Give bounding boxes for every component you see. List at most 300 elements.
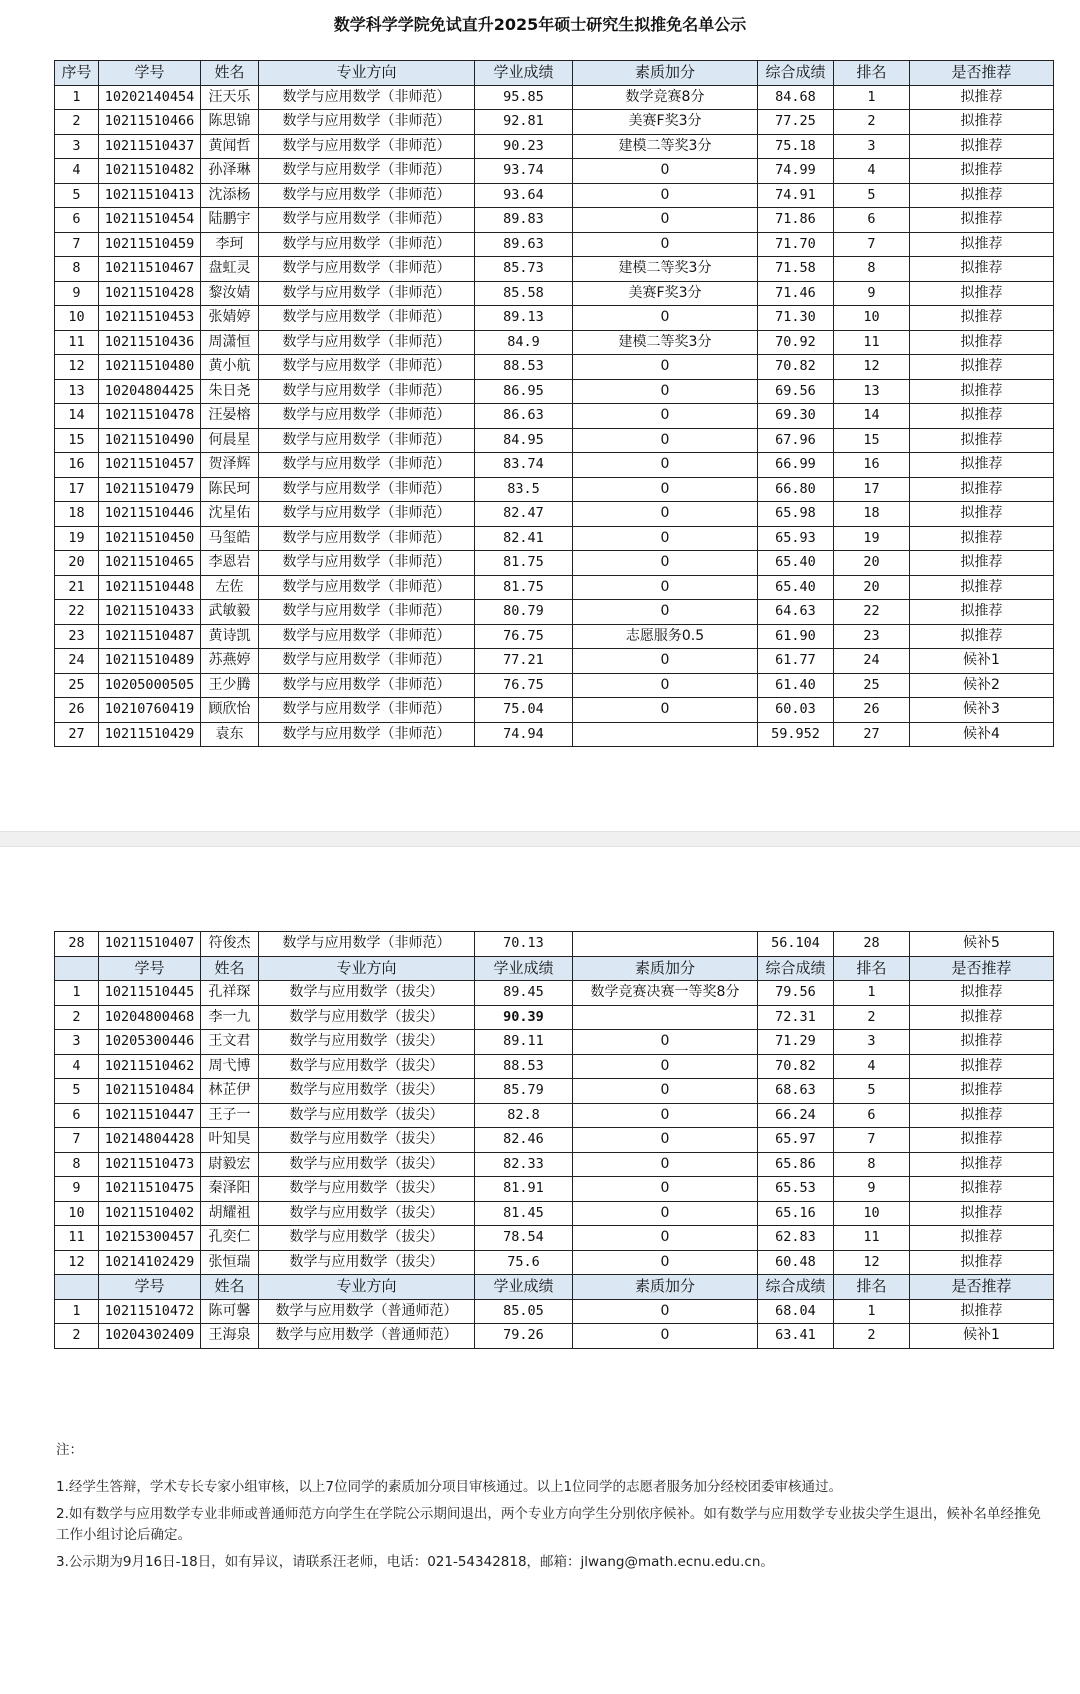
cell-academic-score: 83.74 [475,453,573,478]
cell-major: 数学与应用数学（非师范） [259,673,475,698]
cell-student-id: 10211510473 [99,1152,201,1177]
table-row [55,355,1054,380]
cell-academic-score: 81.91 [475,1177,573,1202]
cell-bonus: 0 [573,477,758,502]
cell-bonus: 0 [573,208,758,233]
cell-recommend: 拟推荐 [910,1152,1054,1177]
cell-seq: 22 [55,600,99,625]
cell-recommend: 拟推荐 [910,1079,1054,1104]
cell-major: 数学与应用数学（拔尖） [259,1103,475,1128]
cell-recommend: 拟推荐 [910,1226,1054,1251]
cell-academic-score: 78.54 [475,1226,573,1251]
table-row [55,330,1054,355]
cell-academic-score: 84.95 [475,428,573,453]
cell-name: 陈民珂 [201,477,259,502]
cell-rank: 1 [834,85,910,110]
table-row [55,281,1054,306]
table-row [55,257,1054,282]
cell-major: 数学与应用数学（非师范） [259,600,475,625]
cell-rank: 3 [834,134,910,159]
header-name: 姓名 [201,1275,259,1300]
cell-total-score: 66.99 [758,453,834,478]
cell-name: 陈可馨 [201,1299,259,1324]
cell-major: 数学与应用数学（拔尖） [259,981,475,1006]
cell-major: 数学与应用数学（拔尖） [259,1177,475,1202]
cell-academic-score: 80.79 [475,600,573,625]
cell-recommend: 拟推荐 [910,551,1054,576]
cell-rank: 6 [834,208,910,233]
cell-recommend: 拟推荐 [910,1005,1054,1030]
cell-academic-score: 89.63 [475,232,573,257]
table-row [55,1324,1054,1349]
cell-rank: 12 [834,355,910,380]
cell-bonus: 0 [573,404,758,429]
cell-major: 数学与应用数学（非师范） [259,649,475,674]
cell-major: 数学与应用数学（非师范） [259,134,475,159]
cell-total-score: 65.16 [758,1201,834,1226]
cell-student-id: 10211510429 [99,722,201,747]
header-student-id: 学号 [99,61,201,86]
cell-total-score: 67.96 [758,428,834,453]
cell-recommend: 拟推荐 [910,257,1054,282]
table-row [55,502,1054,527]
table-row [55,551,1054,576]
cell-seq: 2 [55,1005,99,1030]
cell-major: 数学与应用数学（拔尖） [259,1250,475,1275]
cell-major: 数学与应用数学（非师范） [259,159,475,184]
cell-total-score: 71.46 [758,281,834,306]
cell-bonus: 建模二等奖3分 [573,134,758,159]
header-academic-score: 学业成绩 [475,956,573,981]
cell-academic-score: 88.53 [475,355,573,380]
cell-name: 尉毅宏 [201,1152,259,1177]
cell-bonus: 0 [573,1324,758,1349]
cell-academic-score: 95.85 [475,85,573,110]
cell-total-score: 65.93 [758,526,834,551]
cell-student-id: 10211510484 [99,1079,201,1104]
cell-name: 袁东 [201,722,259,747]
table-row [55,981,1054,1006]
cell-recommend: 候补1 [910,649,1054,674]
cell-rank: 10 [834,1201,910,1226]
cell-seq: 4 [55,159,99,184]
cell-name: 沈星佑 [201,502,259,527]
header-total-score: 综合成绩 [758,1275,834,1300]
cell-seq: 19 [55,526,99,551]
cell-total-score: 66.80 [758,477,834,502]
cell-rank: 5 [834,183,910,208]
cell-academic-score: 89.45 [475,981,573,1006]
cell-name: 李恩岩 [201,551,259,576]
cell-total-score: 68.63 [758,1079,834,1104]
cell-seq: 1 [55,1299,99,1324]
cell-recommend: 拟推荐 [910,600,1054,625]
header-rank: 排名 [834,1275,910,1300]
cell-academic-score: 75.04 [475,698,573,723]
cell-recommend: 拟推荐 [910,1128,1054,1153]
cell-recommend: 拟推荐 [910,477,1054,502]
cell-rank: 4 [834,159,910,184]
cell-rank: 27 [834,722,910,747]
cell-bonus: 0 [573,159,758,184]
cell-recommend: 候补5 [910,932,1054,957]
cell-seq: 7 [55,232,99,257]
cell-rank: 9 [834,281,910,306]
cell-name: 林芷伊 [201,1079,259,1104]
table-row [55,1250,1054,1275]
cell-total-score: 65.40 [758,575,834,600]
header-seq: 序号 [55,61,99,86]
cell-total-score: 65.53 [758,1177,834,1202]
cell-total-score: 74.91 [758,183,834,208]
cell-rank: 2 [834,110,910,135]
table-row [55,1201,1054,1226]
cell-recommend: 拟推荐 [910,1030,1054,1055]
cell-total-score: 63.41 [758,1324,834,1349]
cell-name: 马玺皓 [201,526,259,551]
cell-academic-score: 86.95 [475,379,573,404]
cell-recommend: 拟推荐 [910,355,1054,380]
header-student-id: 学号 [99,1275,201,1300]
cell-student-id: 10211510413 [99,183,201,208]
cell-seq: 12 [55,1250,99,1275]
cell-academic-score: 76.75 [475,673,573,698]
table-row [55,183,1054,208]
cell-name: 符俊杰 [201,932,259,957]
cell-recommend: 拟推荐 [910,1201,1054,1226]
cell-student-id: 10211510459 [99,232,201,257]
cell-recommend: 候补1 [910,1324,1054,1349]
notes-heading: 注： [56,1442,83,1458]
cell-student-id: 10214102429 [99,1250,201,1275]
cell-seq: 2 [55,110,99,135]
cell-seq: 7 [55,1128,99,1153]
cell-total-score: 72.31 [758,1005,834,1030]
cell-name: 张恒瑞 [201,1250,259,1275]
header-rank: 排名 [834,61,910,86]
results-table-page1 [54,60,1054,747]
cell-major: 数学与应用数学（拔尖） [259,1054,475,1079]
cell-rank: 2 [834,1324,910,1349]
cell-rank: 22 [834,600,910,625]
cell-student-id: 10211510465 [99,551,201,576]
cell-major: 数学与应用数学（非师范） [259,698,475,723]
cell-bonus: 0 [573,1299,758,1324]
cell-rank: 5 [834,1079,910,1104]
cell-recommend: 拟推荐 [910,281,1054,306]
cell-name: 朱日尧 [201,379,259,404]
cell-academic-score: 85.73 [475,257,573,282]
cell-recommend: 拟推荐 [910,1054,1054,1079]
cell-total-score: 65.98 [758,502,834,527]
cell-seq: 1 [55,981,99,1006]
cell-major: 数学与应用数学（非师范） [259,551,475,576]
cell-academic-score: 82.8 [475,1103,573,1128]
cell-name: 黄诗凯 [201,624,259,649]
cell-seq: 10 [55,306,99,331]
cell-bonus: 志愿服务0.5 [573,624,758,649]
cell-academic-score: 84.9 [475,330,573,355]
note-item: 3.公示期为9月16日-18日，如有异议，请联系汪老师，电话：021-54342818，邮箱：jlwang@math.ecnu.edu.cn。 [56,1554,774,1570]
cell-name: 左佐 [201,575,259,600]
cell-academic-score: 83.5 [475,477,573,502]
cell-student-id: 10211510453 [99,306,201,331]
cell-recommend: 拟推荐 [910,1177,1054,1202]
cell-total-score: 79.56 [758,981,834,1006]
cell-total-score: 69.30 [758,404,834,429]
cell-name: 盘虹灵 [201,257,259,282]
cell-seq: 21 [55,575,99,600]
cell-academic-score: 79.26 [475,1324,573,1349]
cell-academic-score: 90.23 [475,134,573,159]
header-total-score: 综合成绩 [758,956,834,981]
cell-name: 陈思锦 [201,110,259,135]
header-major: 专业方向 [259,61,475,86]
cell-seq: 4 [55,1054,99,1079]
header-recommend: 是否推荐 [910,1275,1054,1300]
cell-name: 汪晏榕 [201,404,259,429]
cell-total-score: 64.63 [758,600,834,625]
cell-student-id: 10211510446 [99,502,201,527]
cell-bonus: 0 [573,232,758,257]
cell-rank: 20 [834,551,910,576]
cell-academic-score: 76.75 [475,624,573,649]
cell-student-id: 10211510479 [99,477,201,502]
header-seq [55,956,99,981]
cell-bonus: 0 [573,453,758,478]
cell-total-score: 74.99 [758,159,834,184]
cell-recommend: 拟推荐 [910,502,1054,527]
header-name: 姓名 [201,61,259,86]
cell-major: 数学与应用数学（非师范） [259,428,475,453]
cell-rank: 17 [834,477,910,502]
cell-bonus: 0 [573,698,758,723]
cell-recommend: 候补4 [910,722,1054,747]
table-row [55,85,1054,110]
cell-seq: 23 [55,624,99,649]
cell-student-id: 10211510490 [99,428,201,453]
cell-major: 数学与应用数学（拔尖） [259,1128,475,1153]
cell-seq: 11 [55,1226,99,1251]
cell-rank: 11 [834,330,910,355]
cell-total-score: 60.48 [758,1250,834,1275]
cell-major: 数学与应用数学（非师范） [259,355,475,380]
cell-name: 何晨星 [201,428,259,453]
cell-student-id: 10205000505 [99,673,201,698]
cell-student-id: 10205300446 [99,1030,201,1055]
cell-major: 数学与应用数学（非师范） [259,932,475,957]
cell-recommend: 拟推荐 [910,453,1054,478]
table-row [55,1177,1054,1202]
header-academic-score: 学业成绩 [475,1275,573,1300]
cell-student-id: 10211510487 [99,624,201,649]
cell-seq: 1 [55,85,99,110]
header-bonus: 素质加分 [573,61,758,86]
cell-rank: 14 [834,404,910,429]
cell-academic-score: 82.46 [475,1128,573,1153]
table-header-row [55,956,1054,981]
cell-major: 数学与应用数学（非师范） [259,453,475,478]
cell-name: 陆鹏宇 [201,208,259,233]
cell-name: 王海泉 [201,1324,259,1349]
cell-student-id: 10211510450 [99,526,201,551]
cell-recommend: 拟推荐 [910,85,1054,110]
cell-rank: 8 [834,257,910,282]
cell-recommend: 拟推荐 [910,1250,1054,1275]
cell-seq: 18 [55,502,99,527]
cell-academic-score: 82.33 [475,1152,573,1177]
cell-rank: 19 [834,526,910,551]
cell-total-score: 71.58 [758,257,834,282]
cell-recommend: 拟推荐 [910,981,1054,1006]
cell-name: 孔奕仁 [201,1226,259,1251]
cell-name: 武敏毅 [201,600,259,625]
cell-bonus: 美赛F奖3分 [573,281,758,306]
cell-major: 数学与应用数学（普通师范） [259,1324,475,1349]
cell-bonus: 0 [573,1079,758,1104]
page-title: 数学科学学院免试直升2025年硕士研究生拟推免名单公示 [333,15,747,34]
cell-recommend: 拟推荐 [910,306,1054,331]
cell-academic-score: 85.79 [475,1079,573,1104]
cell-seq: 27 [55,722,99,747]
cell-bonus: 0 [573,1103,758,1128]
cell-seq: 2 [55,1324,99,1349]
cell-student-id: 10211510482 [99,159,201,184]
cell-student-id: 10211510428 [99,281,201,306]
cell-bonus: 数学竞赛决赛一等奖8分 [573,981,758,1006]
cell-total-score: 84.68 [758,85,834,110]
cell-major: 数学与应用数学（非师范） [259,477,475,502]
cell-major: 数学与应用数学（非师范） [259,379,475,404]
cell-student-id: 10215300457 [99,1226,201,1251]
cell-major: 数学与应用数学（非师范） [259,208,475,233]
cell-bonus: 美赛F奖3分 [573,110,758,135]
cell-seq: 9 [55,1177,99,1202]
cell-seq: 6 [55,1103,99,1128]
cell-academic-score: 81.75 [475,575,573,600]
cell-academic-score: 90.39 [475,1005,573,1030]
cell-bonus: 0 [573,1250,758,1275]
cell-total-score: 69.56 [758,379,834,404]
cell-bonus: 0 [573,1152,758,1177]
cell-student-id: 10202140454 [99,85,201,110]
header-bonus: 素质加分 [573,1275,758,1300]
cell-student-id: 10211510457 [99,453,201,478]
cell-bonus: 0 [573,379,758,404]
cell-rank: 7 [834,232,910,257]
cell-bonus: 0 [573,306,758,331]
table-row [55,698,1054,723]
cell-major: 数学与应用数学（非师范） [259,232,475,257]
table-row [55,722,1054,747]
cell-name: 王文君 [201,1030,259,1055]
table-row [55,932,1054,957]
cell-seq: 11 [55,330,99,355]
table-row [55,1299,1054,1324]
cell-major: 数学与应用数学（普通师范） [259,1299,475,1324]
cell-seq: 12 [55,355,99,380]
cell-seq: 16 [55,453,99,478]
table-row [55,673,1054,698]
cell-total-score: 71.30 [758,306,834,331]
header-seq [55,1275,99,1300]
cell-academic-score: 77.21 [475,649,573,674]
cell-bonus: 0 [573,1030,758,1055]
cell-student-id: 10211510462 [99,1054,201,1079]
cell-bonus: 0 [573,1128,758,1153]
cell-name: 李一九 [201,1005,259,1030]
cell-rank: 26 [834,698,910,723]
cell-major: 数学与应用数学（拔尖） [259,1030,475,1055]
cell-total-score: 77.25 [758,110,834,135]
cell-bonus: 0 [573,1054,758,1079]
cell-recommend: 拟推荐 [910,159,1054,184]
header-name: 姓名 [201,956,259,981]
cell-major: 数学与应用数学（非师范） [259,404,475,429]
table-row [55,404,1054,429]
cell-rank: 11 [834,1226,910,1251]
cell-seq: 9 [55,281,99,306]
cell-academic-score: 89.13 [475,306,573,331]
cell-recommend: 候补3 [910,698,1054,723]
cell-academic-score: 88.53 [475,1054,573,1079]
cell-academic-score: 74.94 [475,722,573,747]
cell-bonus [573,932,758,957]
cell-name: 胡耀祖 [201,1201,259,1226]
cell-bonus [573,1005,758,1030]
table-row [55,624,1054,649]
cell-academic-score: 82.47 [475,502,573,527]
cell-rank: 7 [834,1128,910,1153]
cell-total-score: 71.70 [758,232,834,257]
cell-academic-score: 81.45 [475,1201,573,1226]
cell-rank: 4 [834,1054,910,1079]
cell-total-score: 65.40 [758,551,834,576]
cell-seq: 3 [55,134,99,159]
header-recommend: 是否推荐 [910,956,1054,981]
cell-total-score: 70.82 [758,355,834,380]
cell-bonus: 0 [573,502,758,527]
table-row [55,649,1054,674]
cell-bonus: 0 [573,1226,758,1251]
cell-major: 数学与应用数学（非师范） [259,722,475,747]
cell-bonus [573,722,758,747]
page-break [0,831,1080,847]
cell-bonus: 0 [573,551,758,576]
cell-recommend: 拟推荐 [910,1103,1054,1128]
cell-recommend: 拟推荐 [910,575,1054,600]
header-total-score: 综合成绩 [758,61,834,86]
cell-total-score: 70.92 [758,330,834,355]
cell-major: 数学与应用数学（拔尖） [259,1152,475,1177]
cell-rank: 10 [834,306,910,331]
table-row [55,575,1054,600]
cell-major: 数学与应用数学（非师范） [259,330,475,355]
cell-total-score: 71.29 [758,1030,834,1055]
cell-total-score: 68.04 [758,1299,834,1324]
cell-seq: 8 [55,1152,99,1177]
cell-bonus: 0 [573,526,758,551]
cell-rank: 9 [834,1177,910,1202]
cell-academic-score: 82.41 [475,526,573,551]
cell-seq: 6 [55,208,99,233]
cell-bonus: 数学竞赛8分 [573,85,758,110]
table-row [55,1054,1054,1079]
cell-major: 数学与应用数学（非师范） [259,526,475,551]
cell-recommend: 拟推荐 [910,208,1054,233]
cell-student-id: 10211510466 [99,110,201,135]
cell-academic-score: 81.75 [475,551,573,576]
